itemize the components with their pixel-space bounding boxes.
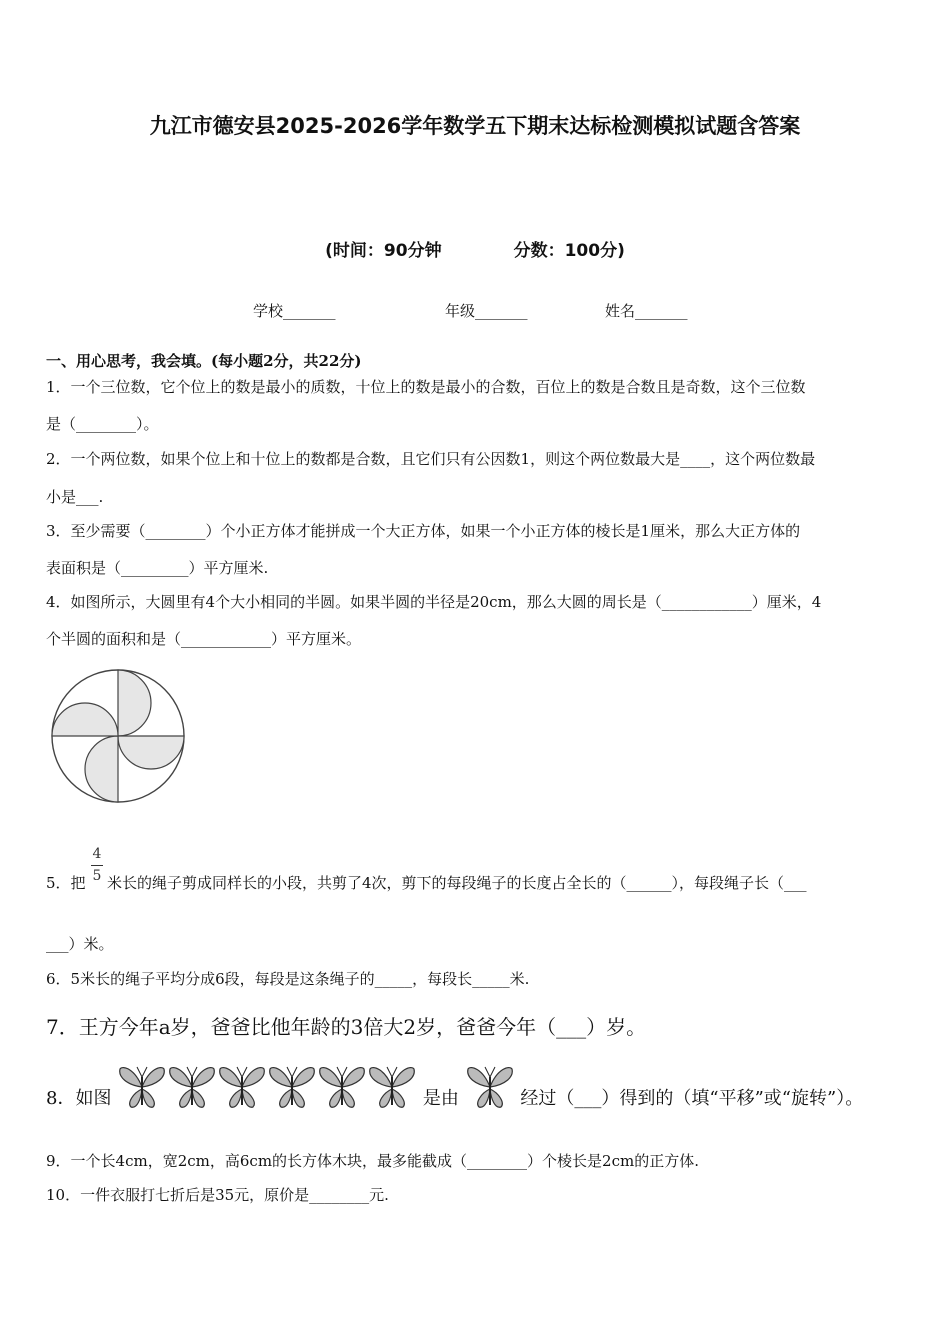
butterfly-icon bbox=[317, 1063, 367, 1111]
question-5-prefix: 5．把 bbox=[46, 874, 86, 892]
question-1-line-2: 是（________）。 bbox=[46, 415, 159, 433]
question-4-line-2: 个半圆的面积和是（____________）平方厘米。 bbox=[46, 630, 362, 648]
butterfly-icon bbox=[167, 1063, 217, 1111]
grade-field[interactable]: 年级_______ bbox=[445, 302, 528, 320]
question-8-prefix: 8．如图 bbox=[46, 1088, 112, 1109]
fraction-numerator: 4 bbox=[92, 846, 102, 862]
fraction-bar bbox=[91, 865, 103, 866]
question-3-line-2: 表面积是（_________）平方厘米. bbox=[46, 559, 269, 577]
butterfly-icon bbox=[367, 1063, 417, 1111]
butterfly-icon bbox=[267, 1063, 317, 1111]
question-3-line-1: 3．至少需要（________）个小正方体才能拼成一个大正方体，如果一个小正方体的棱长是1厘米，那么大正方体的 bbox=[46, 522, 801, 540]
question-8-suffix: 经过（___）得到的（填“平移”或“旋转”）。 bbox=[520, 1088, 864, 1109]
butterfly-row bbox=[117, 1063, 417, 1111]
section-heading: 一、用心思考，我会填。(每小题2分，共22分) bbox=[46, 352, 362, 370]
school-field[interactable]: 学校_______ bbox=[253, 302, 336, 320]
question-1-line-1: 1．一个三位数，它个位上的数是最小的质数，十位上的数是最小的合数，百位上的数是合数且是奇数，这个三位数 bbox=[46, 378, 806, 396]
page-title: 九江市德安县2025-2026学年数学五下期末达标检测模拟试题含答案 bbox=[149, 114, 801, 138]
butterfly-icon bbox=[217, 1063, 267, 1111]
question-2-line-1: 2．一个两位数，如果个位上和十位上的数都是合数，且它们只有公因数1，则这个两位数最大是____，这个两位数最 bbox=[46, 450, 816, 468]
question-10: 10．一件衣服打七折后是35元，原价是________元. bbox=[46, 1186, 389, 1204]
question-7: 7．王方今年a岁，爸爸比他年龄的3倍大2岁，爸爸今年（___）岁。 bbox=[46, 1015, 647, 1039]
question-5-line-1: 米长的绳子剪成同样长的小段，共剪了4次，剪下的每段绳子的长度占全长的（______），每段绳子长（___ bbox=[107, 874, 807, 892]
exam-info bbox=[0, 236, 950, 261]
exam-score: 分数：100分) bbox=[513, 241, 625, 261]
single-butterfly-icon bbox=[465, 1063, 515, 1111]
question-2-line-2: 小是___. bbox=[46, 488, 104, 506]
question-9: 9．一个长4cm，宽2cm，高6cm的长方体木块，最多能截成（________）个棱长是2cm的正方体. bbox=[46, 1152, 699, 1170]
butterfly-icon bbox=[117, 1063, 167, 1111]
question-6: 6．5米长的绳子平均分成6段，每段是这条绳子的_____，每段长_____米. bbox=[46, 970, 530, 988]
question-8 bbox=[46, 1084, 863, 1111]
question-5-line-2: ___）米。 bbox=[46, 935, 114, 953]
circle-semicircles-figure bbox=[50, 668, 186, 804]
question-8-mid: 是由 bbox=[422, 1088, 459, 1109]
exam-time: (时间：90分钟 bbox=[325, 241, 442, 261]
question-4-line-1: 4．如图所示，大圆里有4个大小相同的半圆。如果半圆的半径是20cm，那么大圆的周长是（____________）厘米，4 bbox=[46, 593, 822, 611]
name-field[interactable]: 姓名_______ bbox=[605, 302, 688, 320]
fraction-denominator: 5 bbox=[92, 868, 102, 884]
